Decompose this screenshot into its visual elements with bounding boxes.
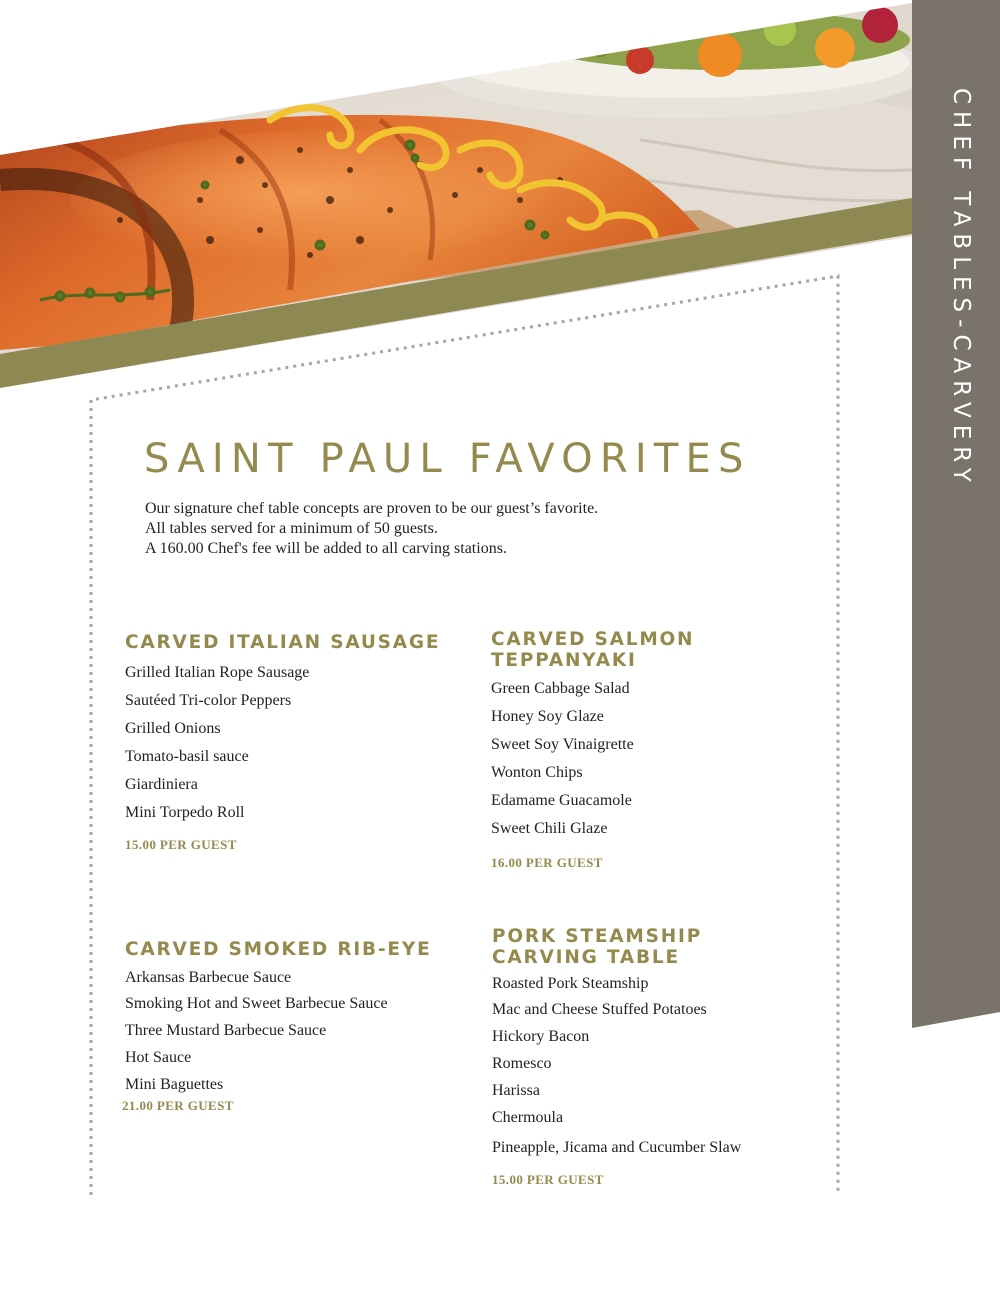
menu-item: Harissa <box>492 1082 540 1099</box>
section-title: PORK STEAMSHIP CARVING TABLE <box>492 926 703 968</box>
price-label: 15.00 PER GUEST <box>492 1172 604 1187</box>
menu-item: Mini Torpedo Roll <box>125 804 245 821</box>
menu-item: Pineapple, Jicama and Cucumber Slaw <box>492 1139 742 1156</box>
menu-section-pork-steamship <box>492 926 752 1188</box>
menu-section-smoked-rib-eye <box>122 939 432 1114</box>
intro-line: All tables served for a minimum of 50 guests. <box>145 520 438 537</box>
menu-item: Sautéed Tri-color Peppers <box>125 692 292 709</box>
price-label: 15.00 PER GUEST <box>125 837 237 852</box>
section-title: CARVED ITALIAN SAUSAGE <box>125 632 441 653</box>
menu-item: Mini Baguettes <box>125 1076 224 1093</box>
menu-item: Green Cabbage Salad <box>491 680 630 697</box>
menu-item: Three Mustard Barbecue Sauce <box>125 1022 327 1039</box>
menu-item: Grilled Italian Rope Sausage <box>125 664 310 681</box>
section-title: CARVED SALMON TEPPANYAKI <box>491 629 695 671</box>
menu-item: Grilled Onions <box>125 720 221 737</box>
menu-item: Arkansas Barbecue Sauce <box>125 969 292 986</box>
page-title: SAINT PAUL FAVORITES <box>144 436 751 482</box>
section-title: CARVED SMOKED RIB-EYE <box>125 939 432 960</box>
menu-item: Sweet Soy Vinaigrette <box>491 736 634 753</box>
side-title: CHEF TABLES-CARVERY <box>948 88 974 489</box>
menu-item: Smoking Hot and Sweet Barbecue Sauce <box>125 995 388 1012</box>
menu-item: Mac and Cheese Stuffed Potatoes <box>492 1001 707 1018</box>
menu-item: Hickory Bacon <box>492 1028 590 1045</box>
menu-item: Edamame Guacamole <box>491 792 632 809</box>
intro-line: A 160.00 Chef's fee will be added to all carving stations. <box>145 540 507 557</box>
menu-item: Hot Sauce <box>125 1049 192 1066</box>
menu-item: Roasted Pork Steamship <box>492 975 649 992</box>
price-label: 16.00 PER GUEST <box>491 855 603 870</box>
menu-item: Romesco <box>492 1055 552 1072</box>
menu-item: Chermoula <box>492 1109 564 1126</box>
menu-section-salmon-teppanyaki <box>491 629 751 871</box>
menu-section-italian-sausage <box>125 632 440 853</box>
intro-line: Our signature chef table concepts are proven to be our guest’s favorite. <box>145 500 599 517</box>
menu-item: Honey Soy Glaze <box>491 708 604 725</box>
menu-item: Tomato-basil sauce <box>125 748 249 765</box>
menu-item: Giardiniera <box>125 776 198 793</box>
price-label: 21.00 PER GUEST <box>122 1098 234 1113</box>
intro-text <box>145 499 785 559</box>
menu-item: Sweet Chili Glaze <box>491 820 608 837</box>
menu-item: Wonton Chips <box>491 764 583 781</box>
